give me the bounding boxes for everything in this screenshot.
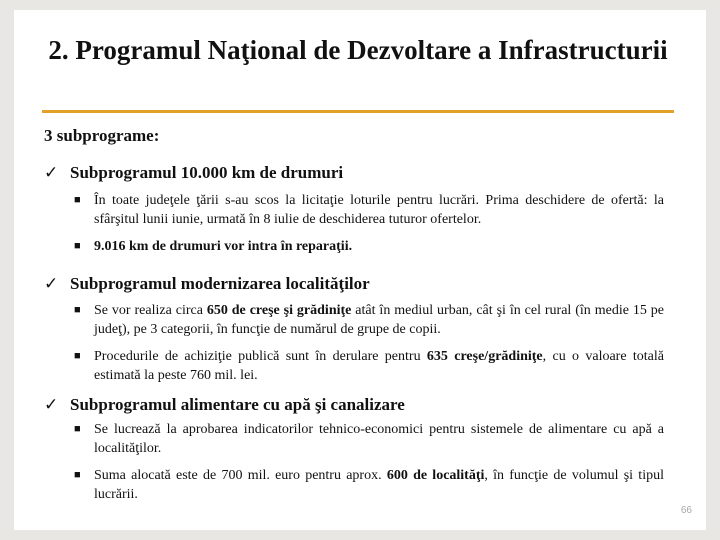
slide-title: 2. Programul Naţional de Dezvoltare a Infrastructurii <box>48 35 668 65</box>
square-bullet-icon: ■ <box>74 469 81 481</box>
slide <box>14 10 706 530</box>
check-mark-icon: ✓ <box>44 395 59 414</box>
square-bullet-icon: ■ <box>74 423 81 435</box>
bullet-text: , în funcţie de volumul şi tipul lucrării. <box>94 468 664 502</box>
section-heading-label: Subprogramul modernizarea localităţilor <box>70 274 370 293</box>
page-number: 66 <box>680 505 692 516</box>
intro-heading: 3 subprograme: <box>44 126 160 145</box>
bullet-text: Se lucrează la aprobarea indicatorilor tehnico-economici pentru sistemele de alimentare cu apă a localităţilor. <box>94 422 664 456</box>
bullet-text: , cu o valoare totală estimată la peste 760 mil. lei. <box>94 349 664 383</box>
bullet-text: Procedurile de achiziţie publică sunt în derulare pentru <box>94 349 427 364</box>
bullet-text: 9.016 km de drumuri vor intra în reparaţii. <box>94 239 353 254</box>
bullet-item <box>74 191 664 229</box>
square-bullet-icon: ■ <box>74 194 81 206</box>
square-bullet-icon: ■ <box>74 240 81 252</box>
check-mark-icon: ✓ <box>44 274 59 293</box>
title-underline <box>42 110 674 113</box>
bullet-emphasis: 635 creşe/grădiniţe <box>426 349 543 364</box>
bullet-text: atât în mediul urban, cât şi în cel rural (în medie 15 pe judeţ), pe 3 categorii, în funcţie de numărul de grupe de copii. <box>94 303 664 337</box>
section-heading-drumuri <box>44 163 343 183</box>
bullet-item <box>74 347 664 385</box>
bullet-item <box>74 466 664 504</box>
bullet-item <box>74 301 664 339</box>
bullet-text: Se vor realiza circa <box>94 303 207 318</box>
bullet-text: Suma alocată este de 700 mil. euro pentru aprox. <box>94 468 387 483</box>
bullet-emphasis: 600 de localităţi <box>386 468 485 483</box>
check-mark-icon: ✓ <box>44 163 59 182</box>
bullet-item <box>74 237 664 256</box>
section-heading-localitati <box>44 274 370 294</box>
section-heading-label: Subprogramul 10.000 km de drumuri <box>70 163 344 182</box>
square-bullet-icon: ■ <box>74 350 81 362</box>
square-bullet-icon: ■ <box>74 304 81 316</box>
bullet-emphasis: 650 de creşe şi grădiniţe <box>206 303 352 318</box>
section-heading-label: Subprogramul alimentare cu apă şi canalizare <box>70 395 405 414</box>
section-heading-apa-canalizare <box>44 395 405 415</box>
bullet-text: În toate judeţele ţării s-au scos la licitaţie loturile pentru lucrări. Prima deschidere de ofertă: la sfârşitul lunii iunie, urmată în 8 iulie de deschiderea tuturor ofertelor. <box>94 193 664 227</box>
bullet-item <box>74 420 664 458</box>
